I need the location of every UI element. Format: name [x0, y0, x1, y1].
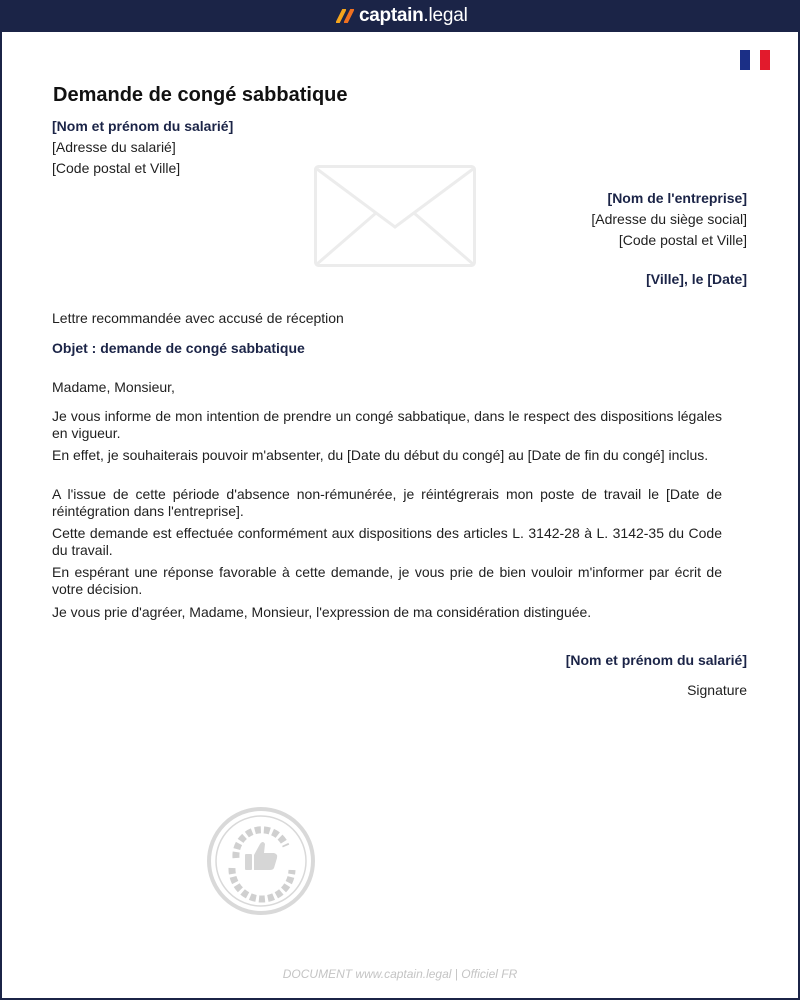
sender-address: [Adresse du salarié] [52, 139, 176, 155]
body-paragraph: Cette demande est effectuée conformément aux dispositions des articles L. 3142-28 à L. 3142-35 du Code du travail. [52, 525, 722, 558]
brand-slash-icon [336, 9, 356, 23]
body-paragraph: Je vous informe de mon intention de prendre un congé sabbatique, dans le respect des dispositions légales en vigueur. [52, 408, 722, 441]
footer-text: DOCUMENT www.captain.legal | Officiel FR [282, 967, 518, 981]
salutation: Madame, Monsieur, [52, 379, 175, 395]
sender-city: [Code postal et Ville] [52, 160, 181, 176]
recipient-company: [Nom de l'entreprise] [607, 190, 747, 206]
recipient-city: [Code postal et Ville] [618, 232, 747, 248]
recipient-address: [Adresse du siège social] [591, 211, 747, 227]
signature-name: [Nom et prénom du salarié] [565, 652, 747, 668]
certified-stamp-icon [206, 806, 316, 916]
envelope-icon [314, 165, 476, 267]
document-title: Demande de congé sabbatique [53, 84, 348, 106]
signature-label: Signature [687, 682, 747, 698]
body-paragraph: A l'issue de cette période d'absence non-rémunérée, je réintégrerais mon poste de travail le [Date de réintégration dans l'entreprise]. [52, 486, 722, 519]
france-flag-icon [740, 50, 770, 70]
brand-domain: .legal [423, 5, 468, 26]
mailing-method: Lettre recommandée avec accusé de réception [52, 310, 344, 326]
brand-logo[interactable] [336, 5, 468, 27]
subject-line: Objet : demande de congé sabbatique [52, 340, 305, 356]
closing-paragraph: Je vous prie d'agréer, Madame, Monsieur, l'expression de ma considération distinguée. [52, 604, 592, 620]
brand-name: captain [359, 5, 424, 26]
place-date: [Ville], le [Date] [646, 271, 747, 287]
body-paragraph: En effet, je souhaiterais pouvoir m'absenter, du [Date du début du congé] au [Date de fin du congé] inclus. [52, 447, 709, 463]
sender-name: [Nom et prénom du salarié] [52, 118, 234, 134]
body-paragraph: En espérant une réponse favorable à cette demande, je vous prie de bien vouloir m'informer par écrit de votre décision. [52, 564, 722, 597]
top-bar [0, 0, 800, 32]
